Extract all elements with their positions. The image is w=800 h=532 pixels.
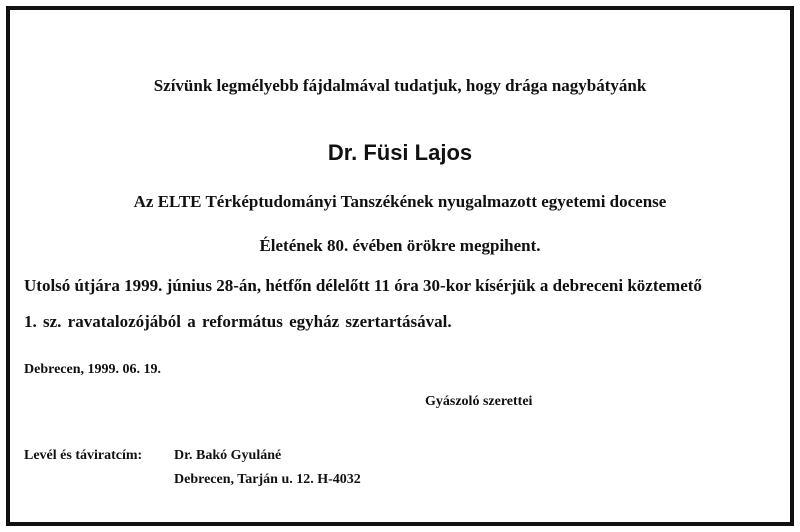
address-label: Levél és táviratcím:	[24, 448, 143, 463]
notice-frame	[6, 6, 794, 526]
age-line: Életének 80. évében örökre megpihent.	[259, 236, 541, 255]
deceased-name: Dr. Füsi Lajos	[327, 140, 473, 165]
funeral-line-2: 1. sz. ravatalozójából a református egyház szertartásával.	[24, 312, 452, 331]
opening-line: Szívünk legmélyebb fájdalmával tudatjuk, hogy drága nagybátyánk	[153, 76, 647, 95]
funeral-line-1: Utolsó útjára 1999. június 28-án, hétfőn délelőtt 11 óra 30-kor kísérjük a debreceni köztemető	[24, 276, 702, 295]
address-name: Dr. Bakó Gyuláné	[174, 448, 282, 463]
address-street: Debrecen, Tarján u. 12. H-4032	[174, 472, 361, 487]
signature: Gyászoló szerettei	[425, 394, 533, 409]
place-date: Debrecen, 1999. 06. 19.	[24, 362, 161, 377]
position-line: Az ELTE Térképtudományi Tanszékének nyugalmazott egyetemi docense	[133, 192, 667, 211]
